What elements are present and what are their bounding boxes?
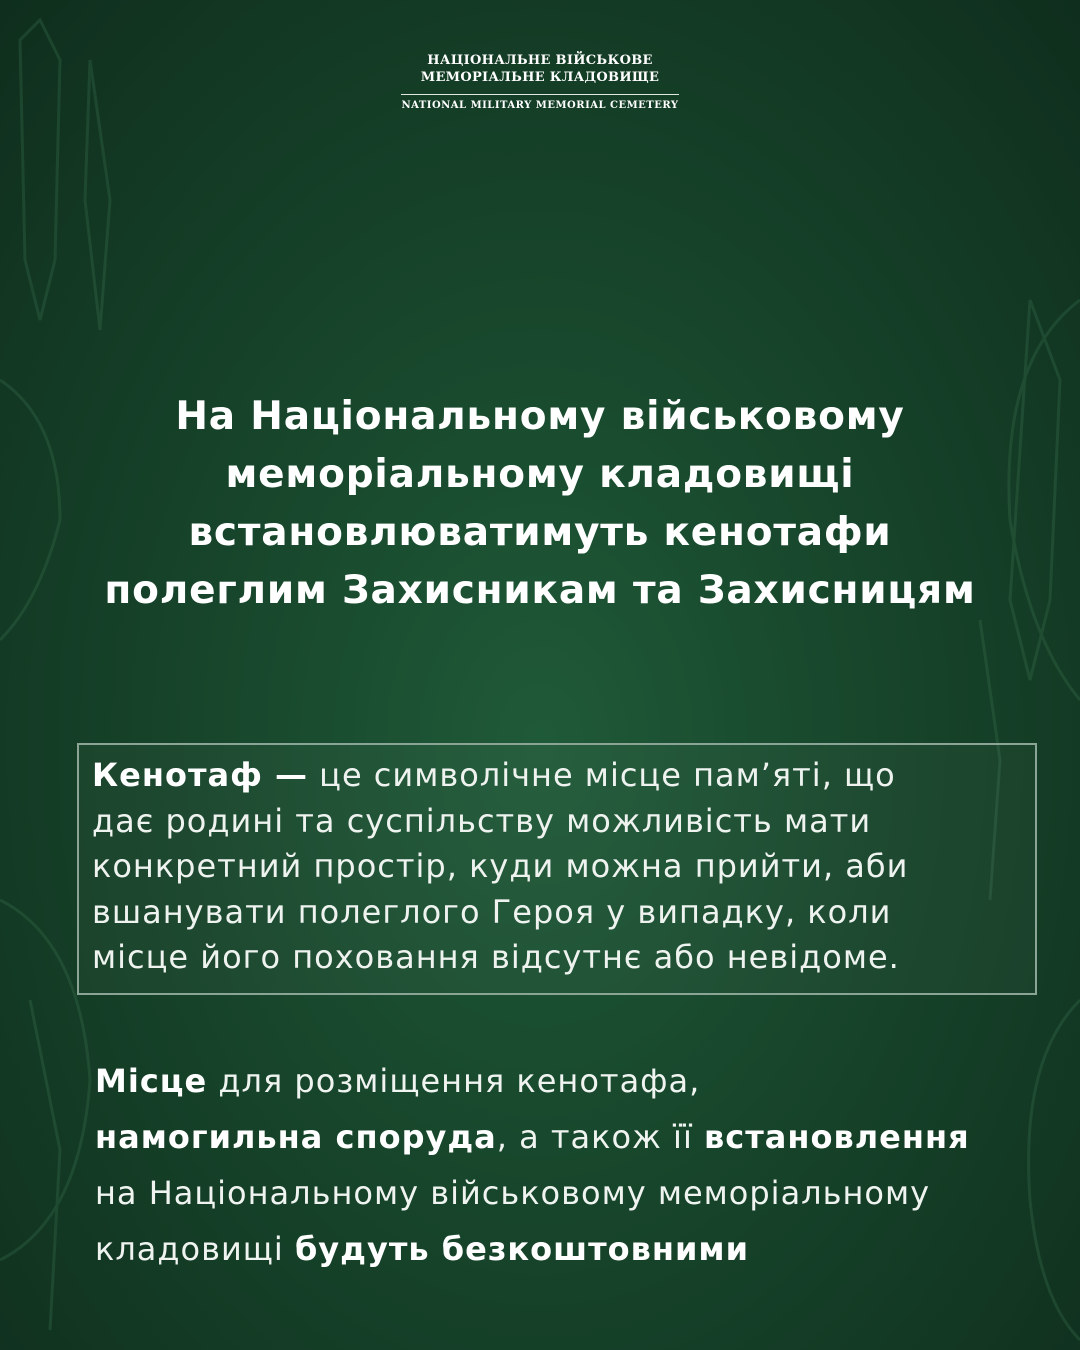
definition-text: [92, 753, 908, 981]
headline-line: полеглим Захисникам та Захисницям: [104, 568, 976, 613]
cemetery-logo: [0, 52, 1080, 112]
note-line: на Національному військовому меморіальному: [95, 1174, 931, 1212]
note-bold-free: будуть безкоштовними: [294, 1230, 749, 1268]
headline-line: На Національному військовому: [175, 394, 905, 439]
logo-title-ua-line2: МЕМОРІАЛЬНЕ КЛАДОВИЩЕ: [420, 70, 660, 85]
note-text: кладовищі: [95, 1230, 295, 1268]
definition-box: [77, 743, 1037, 995]
definition-line1-rest: це символічне місце пам’яті, що: [307, 756, 896, 794]
definition-line: вшанувати полеглого Героя у випадку, коли: [92, 892, 892, 931]
definition-line: [92, 753, 908, 799]
logo-title-ua-line1: НАЦІОНАЛЬНЕ ВІЙСЬКОВЕ: [427, 53, 653, 68]
definition-line: дає родині та суспільству можливість мати: [92, 801, 872, 840]
note-line: [95, 1221, 970, 1277]
headline-line: встановлюватимуть кенотафи: [188, 510, 892, 555]
note-bold-installation: встановлення: [704, 1118, 970, 1156]
definition-term: Кенотаф —: [92, 756, 308, 794]
note-text: , а також її: [496, 1118, 704, 1156]
definition-line: місце його поховання відсутнє або невідоме.: [92, 938, 900, 976]
headline: [30, 388, 1050, 620]
note-line: [95, 1109, 970, 1165]
definition-line: конкретний простір, куди можна прийти, аби: [92, 847, 909, 885]
note-bold-structure: намогильна споруда: [95, 1118, 497, 1156]
free-services-note: [95, 1053, 970, 1277]
note-line: [95, 1053, 970, 1109]
note-text: для розміщення кенотафа,: [207, 1062, 701, 1100]
note-bold-place: Місце: [95, 1062, 208, 1100]
logo-divider: [401, 94, 679, 95]
headline-line: меморіальному кладовищі: [225, 452, 855, 497]
logo-title-en: NATIONAL MILITARY MEMORIAL CEMETERY: [401, 100, 679, 111]
